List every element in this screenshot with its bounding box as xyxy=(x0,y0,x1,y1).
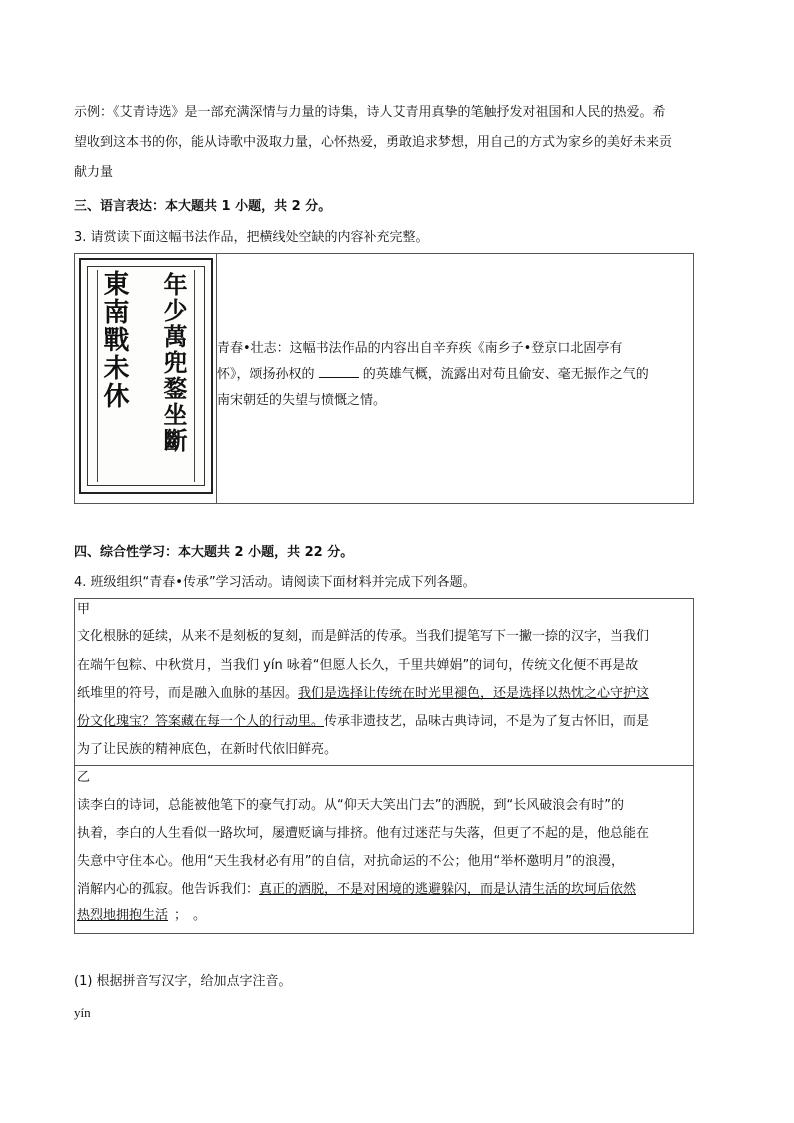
material-b-line-1: 读李白的诗词，总能被他笔下的豪气打动。从“仰天大笑出门去”的洒脱，到“长风破浪会有时”的 xyxy=(77,798,624,813)
calligraphy-column-left: 東南戰未休 xyxy=(99,270,129,410)
calligraphy-text-line-2b: 的英雄气概，流露出对苟且偷安、毫无振作之气的 xyxy=(362,367,649,382)
question-4: 4. 班级组织“青春•传承”学习活动。请阅读下面材料并完成下列各题。 xyxy=(74,575,476,590)
material-a-label: 甲 xyxy=(77,602,91,617)
material-b-label: 乙 xyxy=(77,770,91,785)
material-b-semicolon: ； xyxy=(174,908,188,923)
material-a-line-5: 为了让民族的精神底色，在新时代依旧鲜亮。 xyxy=(77,742,338,757)
material-b-line-4-text: 消解内心的孤寂。他告诉我们： xyxy=(77,882,260,897)
example-line-3: 献力量 xyxy=(74,165,114,180)
example-line-2: 望收到这本书的你，能从诗歌中汲取力量，心怀热爱，勇敢追求梦想，用自己的方式为家乡的美好未来贡 xyxy=(74,135,673,150)
material-a-underlined-2: 份文化瑰宝？答案藏在每一个人的行动里。 xyxy=(77,714,325,729)
material-a-line-3 xyxy=(77,685,649,703)
calligraphy-text-line-3: 南宋朝廷的失望与愤慨之情。 xyxy=(217,393,387,408)
sub-question-1: (1) 根据拼音写汉字，给加点字注音。 xyxy=(74,974,292,989)
material-b-line-2: 执着，李白的人生看似一路坎坷，屡遭贬谪与排挤。他有过迷茫与失落，但更了不起的是，他总能在 xyxy=(77,826,650,841)
calligraphy-image xyxy=(79,258,213,494)
answer-pinyin: yín xyxy=(74,1005,91,1020)
calligraphy-text-line-2a: 怀》，颂扬孙权的 xyxy=(217,367,315,382)
example-line-1: 示例：《艾青诗选》是一部充满深情与力量的诗集，诗人艾青用真挚的笔触抒发对祖国和人民的热爱。希 xyxy=(74,105,666,120)
section-4-heading: 四、综合性学习：本大题共 2 小题，共 22 分。 xyxy=(74,545,354,560)
material-a-line-4 xyxy=(77,713,649,731)
material-b-line-3: 失意中守住本心。他用“天生我材必有用”的自信，对抗命运的不公；他用“举杯邀明月”的浪漫， xyxy=(77,854,624,869)
fill-in-blank[interactable] xyxy=(319,365,359,378)
materials-table xyxy=(74,598,694,934)
calligraphy-table xyxy=(74,253,694,504)
calligraphy-text-line-2 xyxy=(217,362,693,388)
material-a-line-2: 在端午包粽、中秋赏月，当我们 yín 咏着“但愿人长久，千里共婵娟”的词句，传统文化便不再是故 xyxy=(77,658,639,673)
question-3: 3. 请赏读下面这幅书法作品，把横线处空缺的内容补充完整。 xyxy=(74,230,429,245)
material-b-period: 。 xyxy=(193,908,207,923)
material-a-line-4-rest: 传承非遗技艺，品味古典诗词，不是为了复古怀旧，而是 xyxy=(324,714,650,729)
section-3-heading: 三、语言表达：本大题共 1 小题，共 2 分。 xyxy=(74,199,332,214)
material-a-line-3-text: 纸堆里的符号，而是融入血脉的基因。 xyxy=(77,686,299,701)
material-b-line-4 xyxy=(77,881,636,899)
material-b-underlined-1: 真正的洒脱，不是对困境的逃避躲闪，而是认清生活的坎坷后依然 xyxy=(259,882,637,897)
material-b-underlined-2: 热烈地拥抱生活 xyxy=(77,908,169,923)
calligraphy-column-right: 年少萬兜鍪坐斷 xyxy=(159,272,188,454)
material-a-line-1: 文化根脉的延续，从来不是刻板的复刻，而是鲜活的传承。当我们提笔写下一撇一捺的汉字，当我们 xyxy=(77,629,650,644)
material-b-line-5 xyxy=(77,907,206,925)
calligraphy-text-line-1: 青春•壮志：这幅书法作品的内容出自辛弃疾《南乡子•登京口北固亭有 xyxy=(217,341,623,356)
materials-separator xyxy=(75,765,693,766)
material-a-underlined-1: 我们是选择让传统在时光里褪色，还是选择以热忱之心守护这 xyxy=(298,686,650,701)
calligraphy-description xyxy=(217,336,693,414)
